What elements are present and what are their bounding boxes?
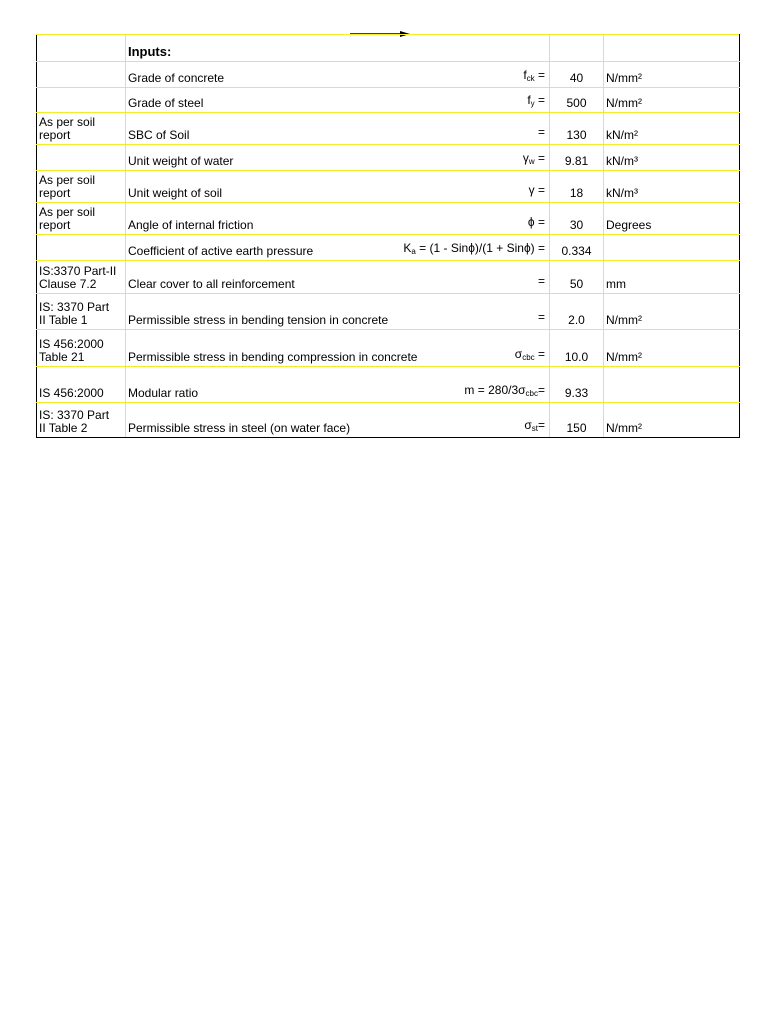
table-row xyxy=(37,403,740,438)
equals-expression: = xyxy=(534,347,545,361)
parameter-label: Angle of internal friction xyxy=(128,218,254,232)
description-cell xyxy=(126,113,550,145)
symbol-subscript: w xyxy=(528,157,535,166)
inputs-heading-cell xyxy=(126,35,550,62)
table-row xyxy=(37,171,740,203)
reference-text: As per soil report xyxy=(39,205,96,232)
equals-expression: = xyxy=(534,215,545,229)
parameter-label: Permissible stress in bending compression in concrete xyxy=(128,350,418,364)
description-cell xyxy=(126,62,550,88)
table-row xyxy=(37,235,740,261)
symbol: K xyxy=(403,241,412,255)
description-cell xyxy=(126,330,550,367)
symbol-expression xyxy=(523,69,547,85)
description-cell xyxy=(126,261,550,294)
reference-cell xyxy=(37,367,126,403)
reference-cell xyxy=(37,261,126,294)
parameter-label: Clear cover to all reinforcement xyxy=(128,277,295,291)
symbol-expression xyxy=(538,311,547,327)
reference-cell xyxy=(37,88,126,113)
reference-cell xyxy=(37,203,126,235)
unit-cell: Degrees xyxy=(604,203,740,235)
description-cell xyxy=(126,171,550,203)
value-cell: 10.0 xyxy=(550,330,604,367)
ref-cell xyxy=(37,35,126,62)
reference-cell xyxy=(37,294,126,330)
symbol: γ xyxy=(528,183,535,197)
value-cell: 50 xyxy=(550,261,604,294)
symbol-expression xyxy=(527,94,547,110)
table-row xyxy=(37,294,740,330)
unit-cell: kN/m³ xyxy=(604,171,740,203)
unit-cell: kN/m³ xyxy=(604,145,740,171)
symbol: f xyxy=(523,68,527,82)
symbol-expression xyxy=(515,348,547,364)
value-cell: 18 xyxy=(550,171,604,203)
equals-expression: = xyxy=(534,151,545,165)
header-row xyxy=(37,35,740,62)
inputs-heading: Inputs: xyxy=(128,44,172,59)
parameter-label: Modular ratio xyxy=(128,386,199,400)
value-cell: 130 xyxy=(550,113,604,145)
symbol-expression xyxy=(523,152,547,168)
symbol: f xyxy=(527,93,531,107)
reference-cell xyxy=(37,145,126,171)
reference-cell xyxy=(37,330,126,367)
table-row xyxy=(37,261,740,294)
value-cell: 30 xyxy=(550,203,604,235)
description-cell xyxy=(126,88,550,113)
parameter-label: Unit weight of water xyxy=(128,154,234,168)
parameter-label: SBC of Soil xyxy=(128,128,190,142)
value-cell: 2.0 xyxy=(550,294,604,330)
unit-cell: N/mm² xyxy=(604,330,740,367)
unit-cell xyxy=(604,235,740,261)
symbol: γ xyxy=(522,151,529,165)
equals-expression: = xyxy=(537,125,545,139)
reference-text: IS:3370 Part-II Clause 7.2 xyxy=(39,264,117,291)
symbol-expression xyxy=(538,275,547,291)
reference-text: As per soil report xyxy=(39,173,96,200)
value-cell: 500 xyxy=(550,88,604,113)
parameter-label: Coefficient of active earth pressure xyxy=(128,244,314,258)
parameter-label: Unit weight of soil xyxy=(128,186,223,200)
table-row xyxy=(37,145,740,171)
value-cell: 40 xyxy=(550,62,604,88)
description-cell xyxy=(126,403,550,438)
symbol-subscript: cbc xyxy=(522,353,535,362)
equals-expression: = xyxy=(537,418,545,432)
parameter-label: Grade of concrete xyxy=(128,71,225,85)
parameter-label: Grade of steel xyxy=(128,96,204,110)
table-row xyxy=(37,62,740,88)
equals-expression: = (1 - Sinϕ)/(1 + Sinϕ) = xyxy=(415,241,545,255)
value-cell: 9.81 xyxy=(550,145,604,171)
unit-cell: mm xyxy=(604,261,740,294)
reference-cell xyxy=(37,62,126,88)
symbol-subscript: ck xyxy=(526,74,535,83)
value-cell xyxy=(550,35,604,62)
equals-expression: = xyxy=(534,68,545,82)
symbol-expression xyxy=(464,384,547,400)
parameter-label: Permissible stress in bending tension in concrete xyxy=(128,313,389,327)
symbol: σ xyxy=(514,347,523,361)
reference-cell xyxy=(37,113,126,145)
reference-text: IS 456:2000 Table 21 xyxy=(39,337,104,364)
description-cell xyxy=(126,367,550,403)
table-row xyxy=(37,113,740,145)
reference-text: IS: 3370 Part II Table 2 xyxy=(39,408,110,435)
inputs-table xyxy=(36,34,740,438)
symbol-expression xyxy=(403,242,547,258)
reference-cell xyxy=(37,171,126,203)
table-row xyxy=(37,203,740,235)
value-cell: 9.33 xyxy=(550,367,604,403)
table-row xyxy=(37,367,740,403)
unit-cell xyxy=(604,35,740,62)
equals-expression: = xyxy=(537,383,545,397)
reference-text: As per soil report xyxy=(39,115,96,142)
reference-cell xyxy=(37,235,126,261)
equals-expression: = xyxy=(537,310,545,324)
unit-cell: kN/m² xyxy=(604,113,740,145)
symbol-expression xyxy=(524,419,547,435)
equals-expression: = xyxy=(537,274,545,288)
unit-cell xyxy=(604,367,740,403)
description-cell xyxy=(126,203,550,235)
parameter-label: Permissible stress in steel (on water face) xyxy=(128,421,351,435)
symbol-expression xyxy=(528,216,547,232)
description-cell xyxy=(126,235,550,261)
symbol-subscript: cbc xyxy=(525,389,538,398)
unit-cell: N/mm² xyxy=(604,403,740,438)
symbol: ϕ xyxy=(527,215,535,229)
symbol-subscript: st xyxy=(531,424,538,433)
table-row xyxy=(37,88,740,113)
description-cell xyxy=(126,145,550,171)
unit-cell: N/mm² xyxy=(604,62,740,88)
symbol-expression xyxy=(538,126,547,142)
value-cell: 150 xyxy=(550,403,604,438)
unit-cell: N/mm² xyxy=(604,88,740,113)
table-row xyxy=(37,330,740,367)
unit-cell: N/mm² xyxy=(604,294,740,330)
symbol-subscript: a xyxy=(411,247,416,256)
reference-cell xyxy=(37,403,126,438)
description-cell xyxy=(126,294,550,330)
symbol: m = 280/3σ xyxy=(464,383,526,397)
symbol: σ xyxy=(524,418,532,432)
reference-text: IS 456:2000 xyxy=(39,386,104,400)
value-cell: 0.334 xyxy=(550,235,604,261)
symbol-expression xyxy=(529,184,547,200)
equals-expression: = xyxy=(534,93,545,107)
equals-expression: = xyxy=(534,183,545,197)
symbol-subscript: y xyxy=(530,99,535,108)
reference-text: IS: 3370 Part II Table 1 xyxy=(39,300,110,327)
